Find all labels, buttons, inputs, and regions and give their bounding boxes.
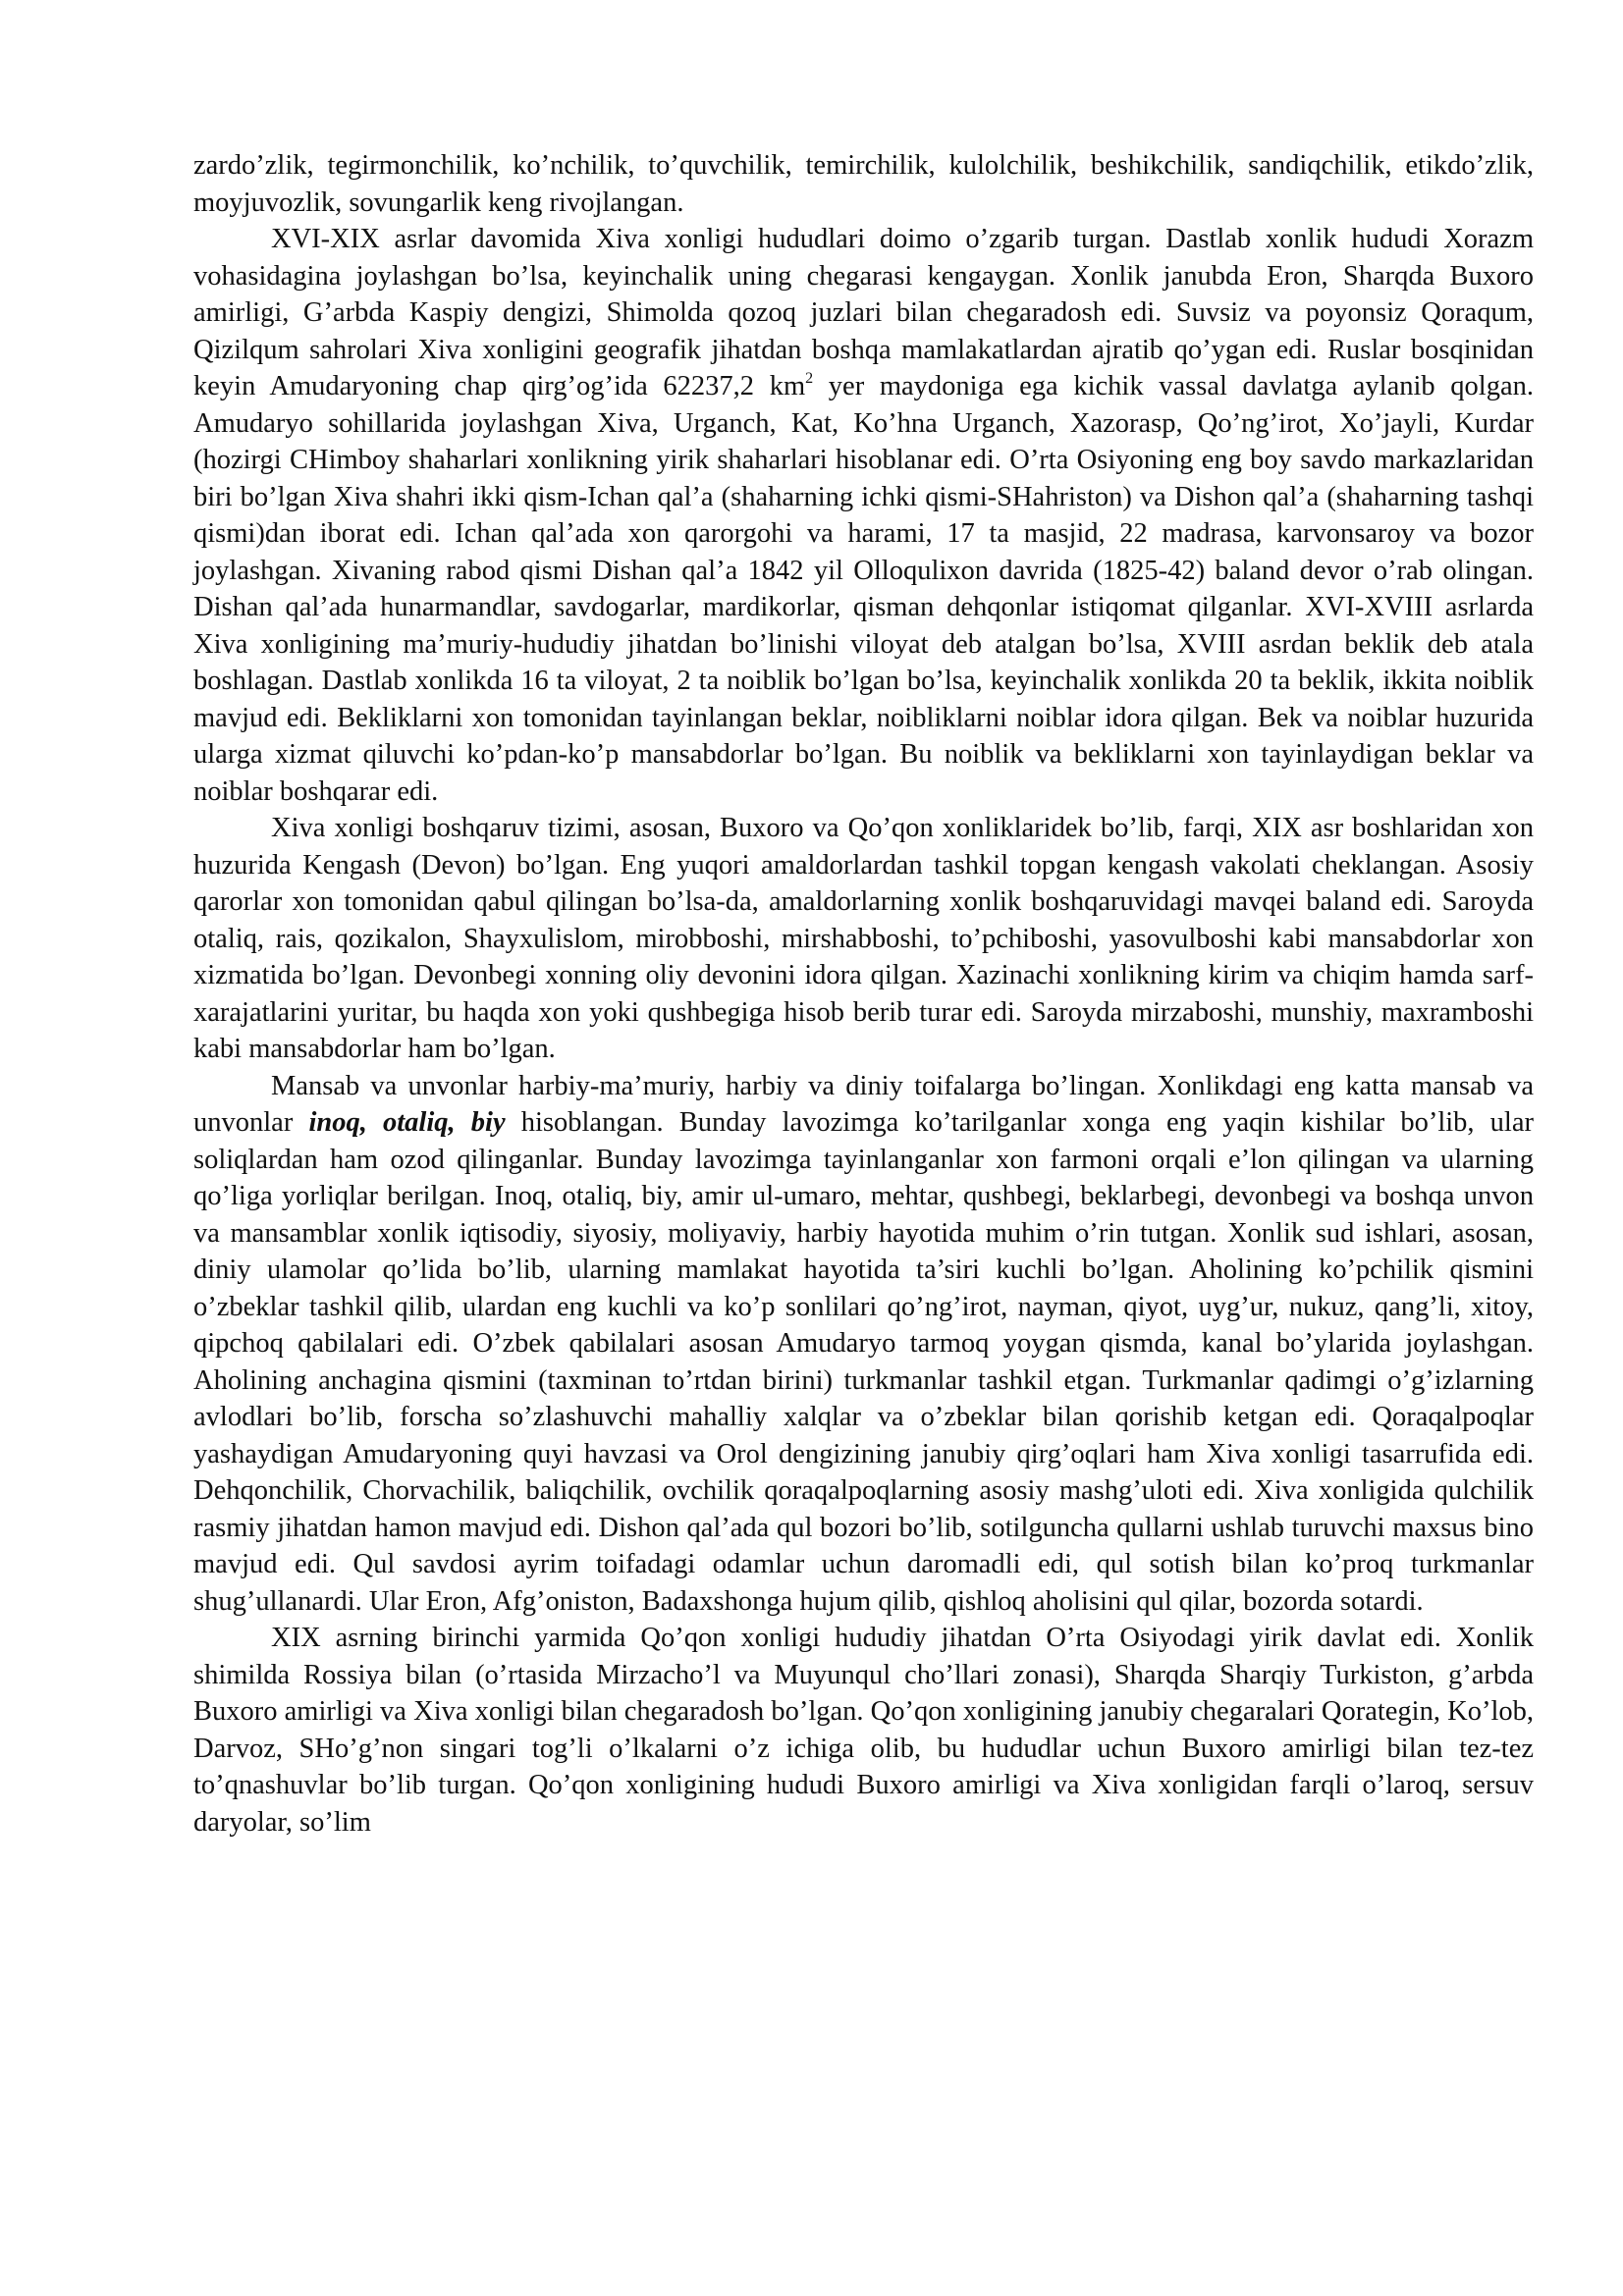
emphasized-titles: inoq, otaliq, biy [308, 1107, 506, 1138]
document-page [193, 147, 1534, 1841]
paragraph-titles-text-a: Mansab va unvonlar harbiy-ma’muriy, harbiy va diniy toifalarga bo’lingan. Xonlikdagi eng katta mansab va unvonlar [193, 1070, 1534, 1138]
superscript-squared: 2 [805, 370, 814, 387]
paragraph-khiva-territory-text-a: XVI-XIX asrlar davomida Xiva xonligi hududlari doimo o’zgarib turgan. Dastlab xonlik hududi Xorazm vohasidagina joylashgan bo’lsa, keyinchalik uning chegarasi kengaygan. Xonlik janubda Eron, Sharqda Buxoro amirligi, G’arbda Kaspiy dengizi, Shimolda qozoq juzlari bilan chegaradosh edi. Suvsiz va poyonsiz Qoraqum, Qizilqum sahrolari Xiva xonligini geografik jihatdan boshqa mamlakatlardan ajratib qo’ygan edi. Ruslar bosqinidan keyin Amudaryoning chap qirg’og’ida 62237,2 km [193, 224, 1534, 401]
paragraph-crafts-continuation: zardo’zlik, tegirmonchilik, ko’nchilik, to’quvchilik, temirchilik, kulolchilik, beshikchilik, sandiqchilik, etikdo’zlik, moyjuvozlik, sovungarlik keng rivojlangan. [193, 150, 1534, 218]
paragraph-khiva-territory [193, 221, 1534, 810]
paragraph-kokand-khanate: XIX asrning birinchi yarmida Qo’qon xonligi hududiy jihatdan O’rta Osiyodagi yirik davlat edi. Xonlik shimilda Rossiya bilan (o’rtasida Mirzacho’l va Muyunqul cho’llari zonasi), Sharqda Sharqiy Turkiston, g’arbda Buxoro amirligi va Xiva xonligi bilan chegaradosh bo’lgan. Qo’qon xonligining janubiy chegaralari Qorategin, Ko’lob, Darvoz, SHo’g’non singari tog’li o’lkalarni o’z ichiga olib, bu hududlar uchun Buxoro amirligi bilan tez-tez to’qnashuvlar bo’lib turgan. Qo’qon xonligining hududi Buxoro amirligi va Xiva xonligidan farqli o’laroq, sersuv daryolar, so’lim [193, 1623, 1534, 1838]
paragraph-khiva-territory-text-b: yer maydoniga ega kichik vassal davlatga aylanib qolgan. Amudaryo sohillarida joylashgan Xiva, Urganch, Kat, Ko’hna Urganch, Xazorasp, Qo’ng’irot, Xo’jayli, Kurdar (hozirgi CHimboy shaharlari xonlikning yirik shaharlari hisoblanar edi. O’rta Osiyoning eng boy savdo markazlaridan biri bo’lgan Xiva shahri ikki qism-Ichan qal’a (shaharning ichki qismi-SHahriston) va Dishon qal’a (shaharning tashqi qismi)dan iborat edi. Ichan qal’ada xon qarorgohi va harami, 17 ta masjid, 22 madrasa, karvonsaroy va bozor joylashgan. Xivaning rabod qismi Dishan qal’a 1842 yil Olloqulixon davrida (1825-42) baland devor o’rab olingan. Dishan qal’ada hunarmandlar, savdogarlar, mardikorlar, qisman dehqonlar istiqomat qilganlar. XVI-XVIII asrlarda Xiva xonligining ma’muriy-hududiy jihatdan bo’linishi viloyat deb atalgan bo’lsa, XVIII asrdan beklik deb atala boshlagan. Dastlab xonlikda 16 ta viloyat, 2 ta noiblik bo’lgan bo’lsa, keyinchalik xonlikda 20 ta beklik, ikkita noiblik mavjud edi. Bekliklarni xon tomonidan tayinlangan beklar, noibliklarni noiblar idora qilgan. Bek va noiblar huzurida ularga xizmat qiluvchi ko’pdan-ko’p mansabdorlar bo’lgan. Bu noiblik va bekliklarni xon tayinlaydigan beklar va noiblar boshqarar edi. [193, 371, 1534, 807]
paragraph-titles-text-b: hisoblangan. Bunday lavozimga ko’tarilganlar xonga eng yaqin kishilar bo’lib, ular soliqlardan ham ozod qilinganlar. Bunday lavozimga tayinlanganlar xon farmoni orqali e’lon qilingan va ularning qo’liga yorliqlar berilgan. Inoq, otaliq, biy, amir ul-umaro, mehtar, qushbegi, beklarbegi, devonbegi va boshqa unvon va mansamblar xonlik iqtisodiy, siyosiy, moliyaviy, harbiy hayotida muhim o’rin tutgan. Xonlik sud ishlari, asosan, diniy ulamolar qo’lida bo’lib, ularning mamlakat hayotida ta’siri kuchli bo’lgan. Aholining ko’pchilik qismini o’zbeklar tashkil qilib, ulardan eng kuchli va ko’p sonlilari qo’ng’irot, nayman, qiyot, uyg’ur, nukuz, qang’li, xitoy, qipchoq qabilalari edi. O’zbek qabilalari asosan Amudaryo tarmoq yoygan qismda, kanal bo’ylarida joylashgan. Aholining anchagina qismini (taxminan to’rtdan birini) turkmanlar tashkil etgan. Turkmanlar qadimgi o’g’izlarning avlodlari bo’lib, forscha so’zlashuvchi mahalliy xalqlar va o’zbeklar bilan qorishib ketgan edi. Qoraqalpoqlar yashaydigan Amudaryoning quyi havzasi va Orol dengizining janubiy qirg’oqlari ham Xiva xonligi tasarrufida edi. Dehqonchilik, Chorvachilik, baliqchilik, ovchilik qoraqalpoqlarning asosiy mashg’uloti edi. Xiva xonligida qulchilik rasmiy jihatdan hamon mavjud edi. Dishon qal’ada qul bozori bo’lib, sotilguncha qullarni ushlab turuvchi maxsus bino mavjud edi. Qul savdosi ayrim toifadagi odamlar uchun daromadli edi, qul sotish bilan ko’proq turkmanlar shug’ullanardi. Ular Eron, Afg’oniston, Badaxshonga hujum qilib, qishloq aholisini qul qilar, bozorda sotardi. [193, 1107, 1534, 1617]
paragraph-khiva-government: Xiva xonligi boshqaruv tizimi, asosan, Buxoro va Qo’qon xonliklaridek bo’lib, farqi, XIX asr boshlaridan xon huzurida Kengash (Devon) bo’lgan. Eng yuqori amaldorlardan tashkil topgan kengash vakolati cheklangan. Asosiy qarorlar xon tomonidan qabul qilingan bo’lsa-da, amaldorlarning xonlik boshqaruvidagi mavqei baland edi. Saroyda otaliq, rais, qozikalon, Shayxulislom, mirobboshi, mirshabboshi, to’pchiboshi, yasovulboshi kabi mansabdorlar xon xizmatida bo’lgan. Devonbegi xonning oliy devonini idora qilgan. Xazinachi xonlikning kirim va chiqim hamda sarf-xarajatlarini yuritar, bu haqda xon yoki qushbegiga hisob berib turar edi. Saroyda mirzaboshi, munshiy, maxramboshi kabi mansabdorlar ham bo’lgan. [193, 813, 1534, 1064]
paragraph-titles-and-population [193, 1068, 1534, 1621]
